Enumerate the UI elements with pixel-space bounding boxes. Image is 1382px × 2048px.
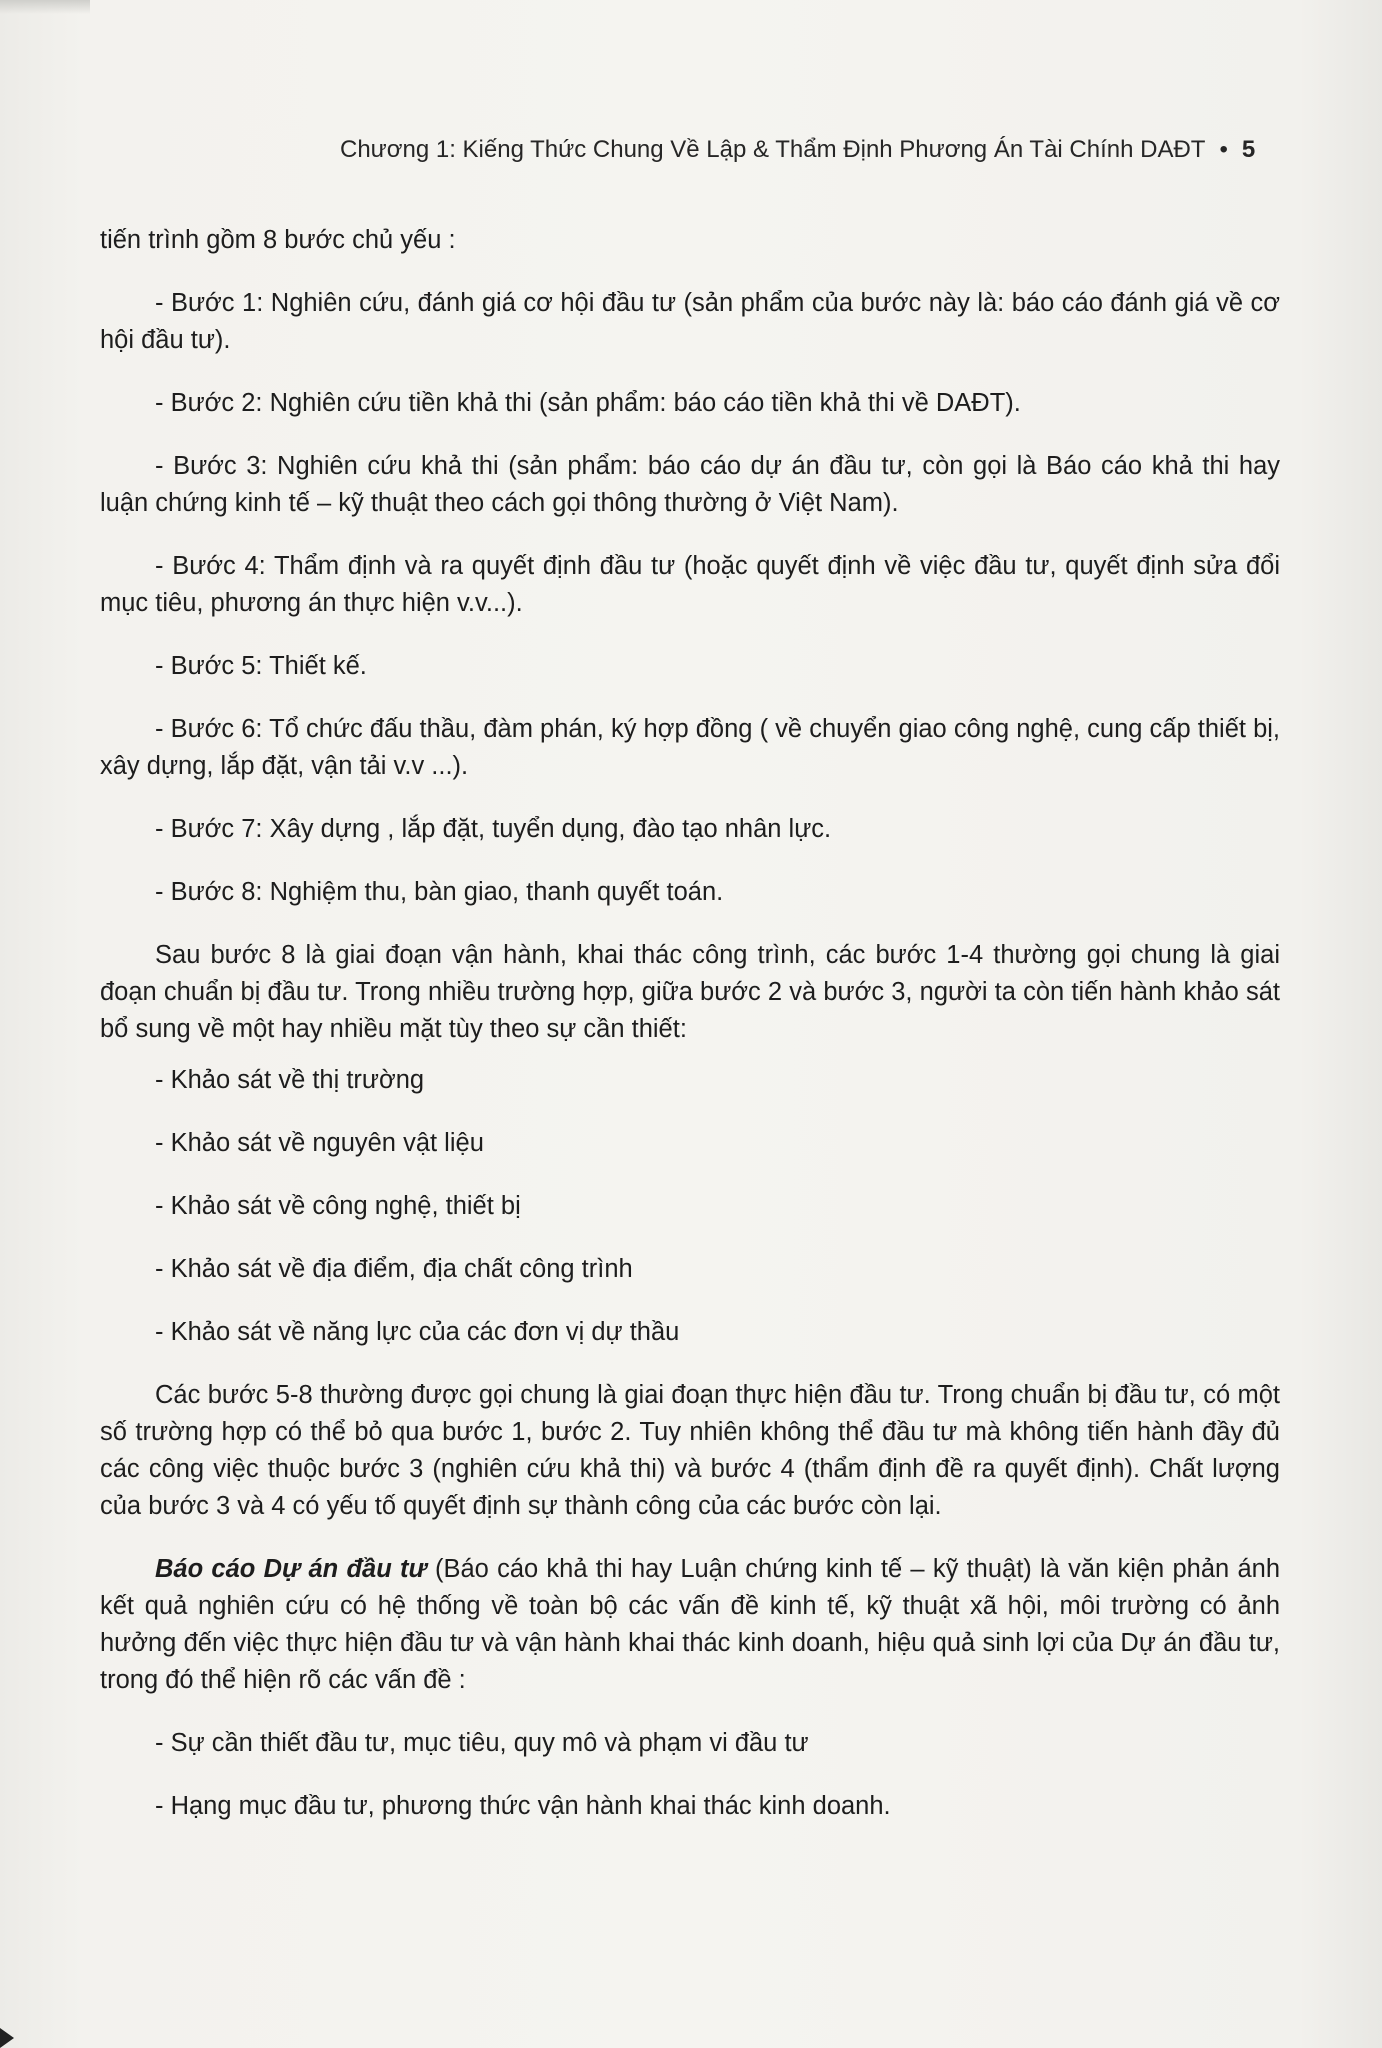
report-item: - Sự cần thiết đầu tư, mục tiêu, quy mô và phạm vi đầu tư <box>155 1729 809 1757</box>
step-4: - Bước 4: Thẩm định và ra quyết định đầu tư (hoặc quyết định về việc đầu tư, quyết định sửa đổi mục tiêu, phương án thực hiện v.v...). <box>100 552 1280 617</box>
running-header <box>340 135 1270 165</box>
step-6: - Bước 6: Tổ chức đấu thầu, đàm phán, ký hợp đồng ( về chuyển giao công nghệ, cung cấp thiết bị, xây dựng, lắp đặt, vận tải v.v ...). <box>100 715 1280 780</box>
paragraph-report <box>100 1551 1280 1699</box>
survey-item: - Khảo sát về thị trường <box>155 1066 425 1094</box>
page-edge-shadow <box>0 0 90 14</box>
step-1: - Bước 1: Nghiên cứu, đánh giá cơ hội đầu tư (sản phẩm của bước này là: báo cáo đánh giá về cơ hội đầu tư). <box>100 289 1280 354</box>
step-2: - Bước 2: Nghiên cứu tiền khả thi (sản phẩm: báo cáo tiền khả thi về DAĐT). <box>155 389 1021 417</box>
report-item: - Hạng mục đầu tư, phương thức vận hành khai thác kinh doanh. <box>155 1792 891 1820</box>
survey-item: - Khảo sát về địa điểm, địa chất công trình <box>155 1255 633 1283</box>
paragraph-phases: Các bước 5-8 thường được gọi chung là giai đoạn thực hiện đầu tư. Trong chuẩn bị đầu tư, có một số trường hợp có thể bỏ qua bước 1, bước 2. Tuy nhiên không thể đầu tư mà không tiến hành đầy đủ các công việc thuộc bước 3 (nghiên cứu khả thi) và bước 4 (thẩm định đề ra quyết định). Chất lượng của bước 3 và 4 có yếu tố quyết định sự thành công của các bước còn lại. <box>100 1381 1280 1520</box>
survey-item: - Khảo sát về nguyên vật liệu <box>155 1129 484 1157</box>
paragraph-after-steps: Sau bước 8 là giai đoạn vận hành, khai thác công trình, các bước 1-4 thường gọi chung là giai đoạn chuẩn bị đầu tư. Trong nhiều trường hợp, giữa bước 2 và bước 3, người ta còn tiến hành khảo sát bổ sung về một hay nhiều mặt tùy theo sự cần thiết: <box>100 941 1280 1043</box>
survey-item: - Khảo sát về năng lực của các đơn vị dự thầu <box>155 1318 680 1346</box>
page-body <box>100 222 1280 1851</box>
step-3: - Bước 3: Nghiên cứu khả thi (sản phẩm: báo cáo dự án đầu tư, còn gọi là Báo cáo khả thi hay luận chứng kinh tế – kỹ thuật theo cách gọi thông thường ở Việt Nam). <box>100 452 1280 517</box>
survey-item: - Khảo sát về công nghệ, thiết bị <box>155 1192 521 1220</box>
intro-line: tiến trình gồm 8 bước chủ yếu : <box>100 226 456 254</box>
chapter-title: Chương 1: Kiếng Thức Chung Về Lập & Thẩm Định Phương Án Tài Chính DAĐT <box>340 136 1206 163</box>
step-5: - Bước 5: Thiết kế. <box>155 652 367 680</box>
page-corner-mark <box>0 2028 14 2048</box>
report-term: Báo cáo Dự án đầu tư <box>155 1555 427 1583</box>
report-description: (Báo cáo khả thi hay Luận chứng kinh tế – kỹ thuật) là văn kiện phản ánh kết quả nghiên cứu có hệ thống về toàn bộ các vấn đề kinh tế, kỹ thuật xã hội, môi trường có ảnh hưởng đến việc thực hiện đầu tư và vận hành khai thác kinh doanh, hiệu quả sinh lợi của Dự án đầu tư, trong đó thể hiện rõ các vấn đề : <box>100 1555 1280 1694</box>
step-7: - Bước 7: Xây dựng , lắp đặt, tuyển dụng, đào tạo nhân lực. <box>155 815 832 843</box>
header-separator: • <box>1219 136 1228 163</box>
page-number: 5 <box>1241 136 1256 163</box>
step-8: - Bước 8: Nghiệm thu, bàn giao, thanh quyết toán. <box>155 878 724 906</box>
